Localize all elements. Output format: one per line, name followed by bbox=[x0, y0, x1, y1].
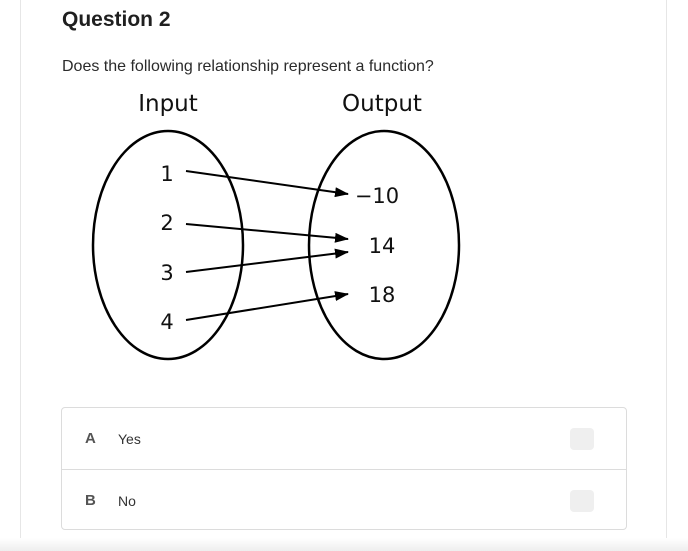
question-title: Question 2 bbox=[62, 8, 171, 31]
input-value: 1 bbox=[160, 162, 174, 186]
option-text: Yes bbox=[118, 431, 141, 447]
option-letter: B bbox=[85, 492, 96, 509]
option-a-checkbox[interactable] bbox=[570, 428, 594, 450]
output-value: −10 bbox=[354, 184, 400, 208]
option-a[interactable] bbox=[62, 408, 626, 469]
output-value: 18 bbox=[368, 283, 396, 307]
option-b-checkbox[interactable] bbox=[570, 490, 594, 512]
option-text: No bbox=[118, 493, 136, 509]
mapping-arrow bbox=[186, 224, 348, 239]
bottom-divider bbox=[0, 538, 688, 551]
mapping-arrow bbox=[186, 252, 348, 272]
mapping-arrow bbox=[186, 294, 348, 320]
output-label: Output bbox=[342, 91, 422, 117]
mapping-diagram bbox=[80, 82, 480, 372]
input-value: 3 bbox=[160, 261, 174, 285]
answer-options bbox=[61, 407, 627, 530]
input-label: Input bbox=[138, 91, 198, 117]
output-value: 14 bbox=[368, 234, 396, 258]
option-letter: A bbox=[85, 430, 96, 447]
input-value: 2 bbox=[160, 211, 174, 235]
option-b[interactable] bbox=[62, 469, 626, 530]
input-value: 4 bbox=[160, 310, 174, 334]
question-text: Does the following relationship represent a function? bbox=[62, 58, 434, 75]
